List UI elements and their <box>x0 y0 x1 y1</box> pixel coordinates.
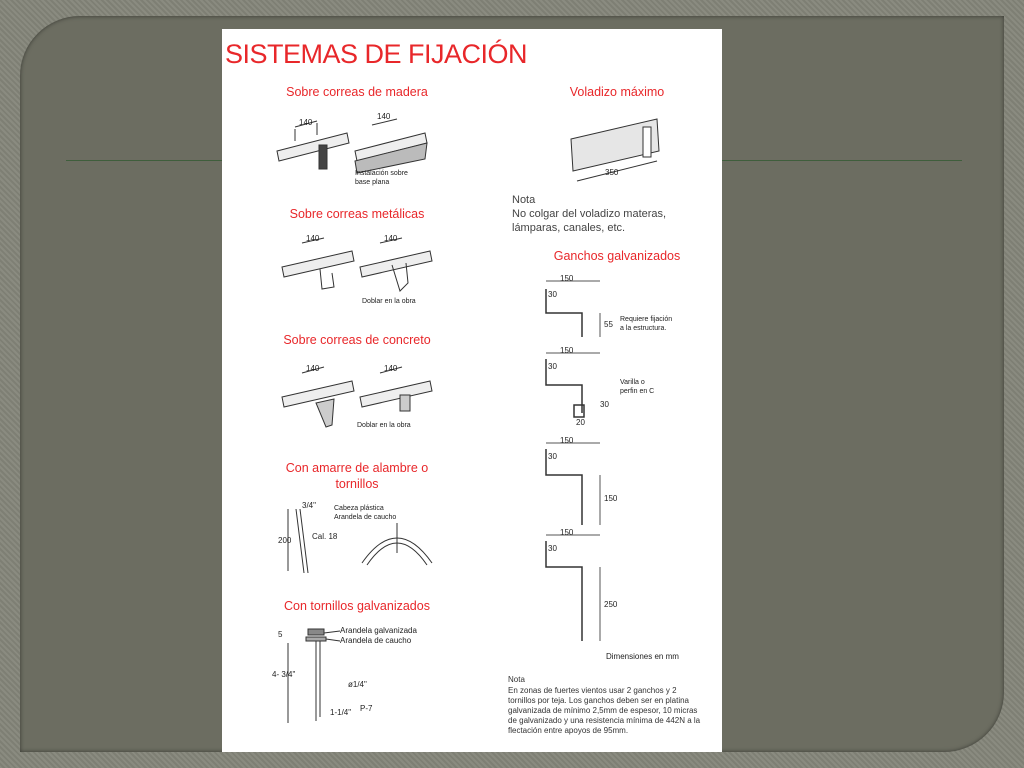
note2-line1: En zonas de fuertes vientos usar 2 ganchos y 2 <box>508 686 677 695</box>
hook1-a: 30 <box>548 290 557 299</box>
dim-concreto-2: 140 <box>384 364 398 373</box>
note1-line1: No colgar del voladizo materas, <box>512 208 667 220</box>
dim-alambre-top: 3/4" <box>302 501 316 510</box>
note-madera-1: Instalación sobre <box>355 170 408 177</box>
heading-voladizo: Voladizo máximo <box>569 85 665 99</box>
dim-tornillo-5: 5 <box>278 630 283 639</box>
diagram-voladizo <box>567 111 707 191</box>
note-metalicas: Doblar en la obra <box>362 298 416 305</box>
heading-ganchos: Ganchos galvanizados <box>553 249 681 263</box>
hook4-a: 30 <box>548 544 557 553</box>
hook1-note-2: a la estructura. <box>620 325 667 332</box>
hook2-note-1: Varilla o <box>620 379 645 386</box>
hook2-c: 20 <box>576 418 585 427</box>
slide-divider-right <box>722 160 962 161</box>
heading-tornillos: Con tornillos galvanizados <box>284 599 430 613</box>
document-page <box>222 29 722 752</box>
note2-line3: galvanizada de mínimo 2,5mm de espesor, 10 micras <box>508 706 698 715</box>
hook3-b: 150 <box>604 494 618 503</box>
note2-line4: de galvanizado y una resistencia mínima de 442N a la <box>508 716 701 725</box>
dim-concreto-1: 140 <box>306 364 320 373</box>
hook1-w: 150 <box>560 274 574 283</box>
hook2-w: 150 <box>560 346 574 355</box>
label-arandela-caucho: Arandela de caucho <box>340 636 412 645</box>
label-cabeza: Cabeza plástica <box>334 505 384 512</box>
diagram-metalicas <box>282 233 462 303</box>
hook4-b: 250 <box>604 600 618 609</box>
hook2-b: 30 <box>600 400 609 409</box>
heading-alambre-2: tornillos <box>335 477 379 491</box>
heading-metalicas: Sobre correas metálicas <box>289 207 425 221</box>
dim-alambre-height: 200 <box>278 536 292 545</box>
heading-concreto: Sobre correas de concreto <box>283 333 431 347</box>
dim-tornillo-length: 4- 3/4" <box>272 670 296 679</box>
dim-voladizo: 350 <box>605 168 619 177</box>
dim-tornillo-len2: 1-1/4" <box>330 708 352 717</box>
hook1-note-1: Requiere fijación <box>620 316 673 323</box>
dim-madera-1: 140 <box>299 118 313 127</box>
label-arandela: Arandela de caucho <box>334 514 397 521</box>
note2-line5: flectación entre apoyos de 95mm. <box>508 726 629 735</box>
hook4-w: 150 <box>560 528 574 537</box>
hook3-a: 30 <box>548 452 557 461</box>
hook3-w: 150 <box>560 436 574 445</box>
label-arandela-galv: Arandela galvanizada <box>340 626 417 635</box>
dim-metalicas-1: 140 <box>306 234 320 243</box>
heading-alambre-1: Con amarre de alambre o <box>285 461 429 475</box>
diagram-hook-1 <box>542 274 702 347</box>
note1-line2: lámparas, canales, etc. <box>512 222 626 234</box>
dim-tornillo-diam: ø1/4" <box>348 680 367 689</box>
note1-title: Nota <box>512 194 536 206</box>
code-tornillo: P-7 <box>360 704 373 713</box>
hook2-note-2: perfin en C <box>620 388 655 395</box>
dim-madera-2: 140 <box>377 112 391 121</box>
hook2-a: 30 <box>548 362 557 371</box>
note2-title: Nota <box>508 675 525 684</box>
heading-madera: Sobre correas de madera <box>286 85 428 99</box>
note-madera-2: base plana <box>355 179 390 186</box>
hook1-b: 55 <box>604 320 613 329</box>
note-concreto: Doblar en la obra <box>357 422 411 429</box>
note2-line2: tornillos por teja. Los ganchos deben ser en platina <box>508 696 690 705</box>
diagram-hook-3 <box>542 436 702 529</box>
diagram-hook-4 <box>542 528 702 651</box>
page-title: SISTEMAS DE FIJACIÓN <box>225 39 528 69</box>
slide-divider-left <box>66 160 226 161</box>
label-cal: Cal. 18 <box>312 532 338 541</box>
units-note: Dimensiones en mm <box>606 652 679 661</box>
dim-metalicas-2: 140 <box>384 234 398 243</box>
